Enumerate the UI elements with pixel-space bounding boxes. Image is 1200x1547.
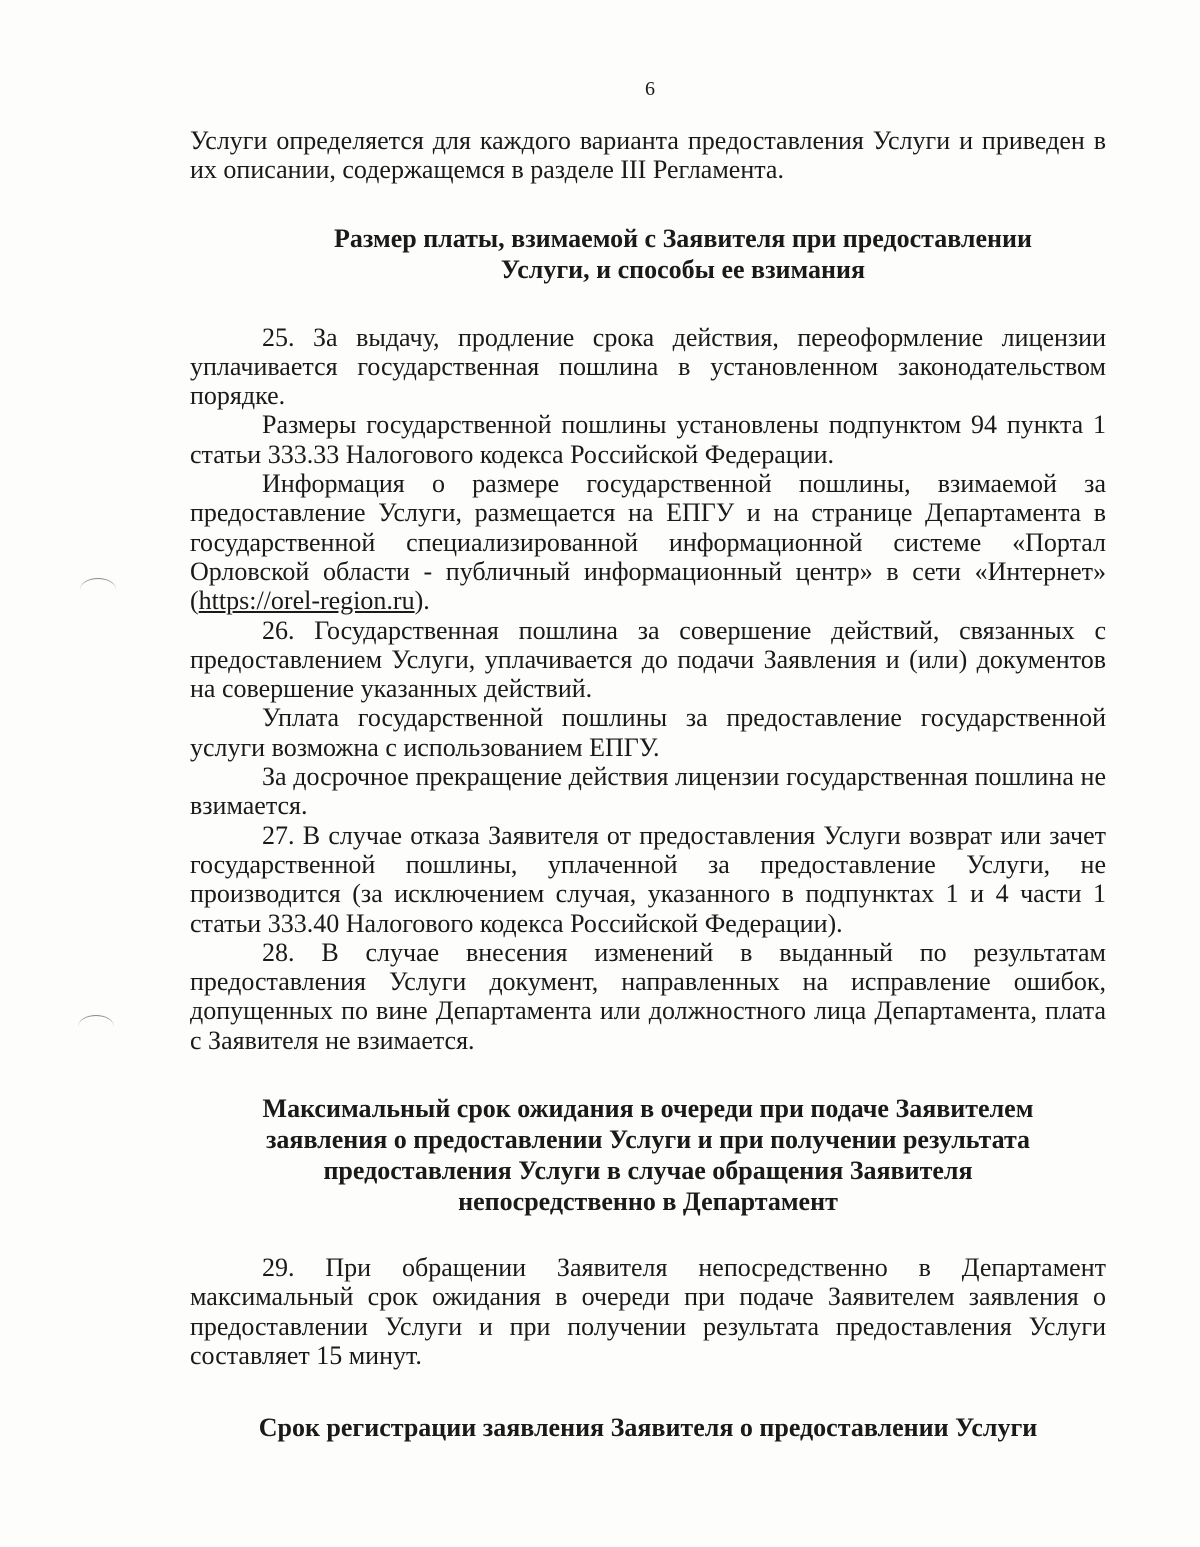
- heading-line: Услуги, и способы ее взимания: [500, 254, 866, 284]
- heading-line: заявления о предоставлении Услуги и при получении результата: [265, 1125, 1031, 1155]
- document-body: [190, 126, 1106, 1443]
- paragraph: Размеры государственной пошлины установлены подпунктом 94 пункта 1 статьи 333.33 Налогового кодекса Российской Федерации.: [190, 410, 1106, 469]
- heading-line: Максимальный срок ожидания в очереди при подаче Заявителем: [262, 1094, 1034, 1124]
- paragraph: За досрочное прекращение действия лицензии государственная пошлина не взимается.: [190, 762, 1106, 821]
- paragraph-26: 26. Государственная пошлина за совершение действий, связанных с предоставлением Услуги, уплачивается до подачи Заявления и (или) документов на совершение указанных действий.: [190, 615, 1106, 704]
- paragraph-28: 28. В случае внесения изменений в выданный по результатам предоставления Услуги документ, направленных на исправление ошибок, допущенных по вине Департамента или должностного лица Департамента, плата с Заявителя не взимается.: [190, 937, 1106, 1055]
- scan-mark: [78, 1015, 114, 1038]
- portal-link[interactable]: https://orel-region.ru: [198, 586, 415, 616]
- paragraph-27: 27. В случае отказа Заявителя от предоставления Услуги возврат или зачет государственной пошлины, уплаченной за предоставление Услуги, не производится (за исключением случая, указанного в подпунктах 1 и 4 части 1 статьи 333.40 Налогового кодекса Российской Федерации).: [190, 820, 1106, 938]
- page-number: 6: [645, 78, 655, 100]
- heading-line: Размер платы, взимаемой с Заявителя при предоставлении: [334, 223, 1032, 253]
- heading-line: непосредственно в Департамент: [458, 1187, 838, 1217]
- scan-mark: [80, 578, 116, 601]
- paragraph: Услуги определяется для каждого варианта предоставления Услуги и приведен в их описании, содержащемся в разделе III Регламента.: [190, 126, 1106, 185]
- section-heading-fee: [190, 223, 1106, 285]
- paragraph: Уплата государственной пошлины за предоставление государственной услуги возможна с использованием ЕПГУ.: [190, 703, 1106, 762]
- heading-line: предоставления Услуги в случае обращения Заявителя: [323, 1156, 973, 1186]
- paragraph-text: Информация о размере государственной пошлины, взимаемой за предоставление Услуги, размещается на ЕПГУ и на странице Департамента в государственной специализированной информационной системе «Портал Орловской области - публичный информационный центр» в сети «Интернет» (: [190, 469, 1106, 616]
- paragraph-25: 25. За выдачу, продление срока действия, переоформление лицензии уплачивается государственная пошлина в установленном законодательством порядке.: [190, 322, 1106, 411]
- section-heading-registration: Срок регистрации заявления Заявителя о предоставлении Услуги: [258, 1413, 1038, 1443]
- section-heading-queue: [190, 1093, 1106, 1217]
- paragraph-29: 29. При обращении Заявителя непосредственно в Департамент максимальный срок ожидания в очереди при подаче Заявителем заявления о предоставлении Услуги и при получении результата предоставления Услуги составляет 15 минут.: [190, 1253, 1106, 1370]
- paragraph-text: ).: [414, 586, 430, 616]
- paragraph: [190, 469, 1106, 615]
